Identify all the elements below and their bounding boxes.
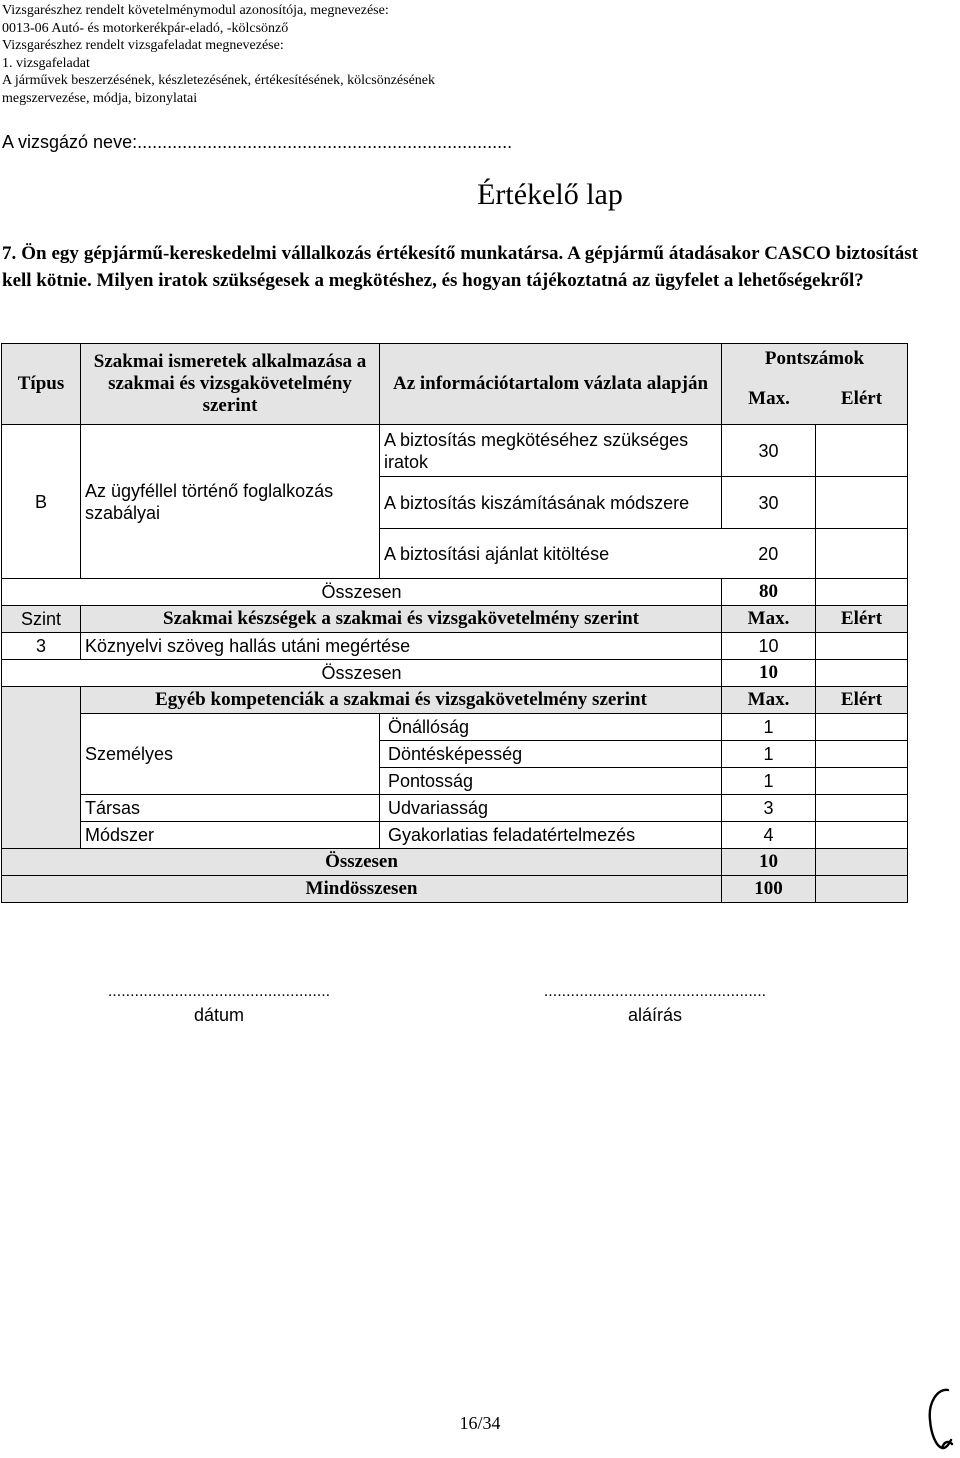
sum-elert (816, 660, 908, 687)
sum-elert (816, 849, 908, 876)
competency-max: 4 (722, 822, 816, 849)
sum-label: Összesen (2, 849, 722, 876)
total-elert (816, 876, 908, 903)
header-line: 0013-06 Autó- és motorkerékpár-eladó, -kölcsönző (2, 20, 289, 36)
header-szakmai-ismeretek: Szakmai ismeretek alkalmazása a szakmai és vizsgakövetelmény szerint (81, 344, 380, 425)
header-line: Vizsgarészhez rendelt vizsgafeladat megnevezése: (2, 38, 284, 53)
header-line: Vizsgarészhez rendelt követelménymodul azonosítója, megnevezése: (2, 3, 389, 18)
total-label: Mindösszesen (2, 876, 722, 903)
competency-elert (816, 714, 908, 741)
header-elert: Elért (816, 606, 908, 633)
header-line: megszervezése, módja, bizonylatai (2, 90, 198, 106)
signature-label: aláírás (627, 1005, 683, 1025)
competency-max: 1 (722, 714, 816, 741)
header-elert: Elért (840, 388, 883, 409)
competency-group: Személyes (81, 714, 380, 795)
item-max: 20 (722, 529, 816, 579)
item-elert (816, 477, 908, 529)
page-number: 16/34 (459, 1413, 501, 1433)
competency-item: Udvariasság (380, 795, 722, 822)
sum-value: 80 (722, 579, 816, 606)
item-elert (816, 529, 908, 579)
sum-label: Összesen (2, 579, 722, 606)
sum-elert (816, 579, 908, 606)
header-elert: Elért (816, 687, 908, 714)
header-egyeb: Egyéb kompetenciák a szakmai és vizsgakövetelmény szerint (81, 687, 722, 714)
document-header (2, 2, 435, 107)
topic-cell: Az ügyféllel történő foglalkozás szabályai (81, 425, 380, 579)
header-line: A járművek beszerzésének, készletezésének, értékesítésének, kölcsönzésének (2, 73, 436, 88)
competency-item: Pontosság (380, 768, 722, 795)
handwritten-initial-mark (924, 1384, 954, 1454)
competency-elert (816, 768, 908, 795)
competency-item: Önállóság (380, 714, 722, 741)
competency-spacer (2, 687, 81, 849)
competency-elert (816, 795, 908, 822)
header-line: 1. vizsgafeladat (2, 55, 90, 71)
item-max: 30 (722, 477, 816, 529)
competency-elert (816, 741, 908, 768)
item-elert (816, 425, 908, 477)
competency-group: Társas (81, 795, 380, 822)
sum-value: 10 (722, 849, 816, 876)
type-cell: B (2, 425, 81, 579)
sum-value: 10 (722, 660, 816, 687)
competency-item: Gyakorlatias feladatértelmezés (380, 822, 722, 849)
signature-block (522, 983, 788, 1026)
header-keszsegek: Szakmai készségek a szakmai és vizsgakövetelmény szerint (81, 606, 722, 633)
date-dots: .................................................. (107, 983, 331, 1000)
header-max: Max. (722, 606, 816, 633)
header-pontszamok-label: Pontszámok (764, 348, 865, 369)
signature-dots: .................................................. (543, 983, 767, 1000)
item-text: A biztosítás kiszámításának módszere (380, 477, 722, 529)
header-tipus: Típus (2, 344, 81, 425)
competency-elert (816, 822, 908, 849)
total-value: 100 (722, 876, 816, 903)
competency-group: Módszer (81, 822, 380, 849)
skill-max: 10 (722, 633, 816, 660)
task-description: 7. Ön egy gépjármű-kereskedelmi vállalkozás értékesítő munkatársa. A gépjármű átadásakor CASCO biztosítást kell kötnie. Milyen iratok szükségesek a megkötéshez, és hogyan tájékoztatná az ügyfelet a lehetőségekről? (2, 243, 918, 291)
skill-text: Köznyelvi szöveg hallás utáni megértése (81, 633, 722, 660)
header-vazlat: Az információtartalom vázlata alapján (380, 344, 722, 425)
date-signature-block (84, 983, 354, 1026)
skill-elert (816, 633, 908, 660)
competency-max: 3 (722, 795, 816, 822)
header-pontszamok (722, 344, 908, 425)
skill-level: 3 (2, 633, 81, 660)
candidate-name-field: A vizsgázó neve:........................................................................... (2, 132, 513, 152)
item-max: 30 (722, 425, 816, 477)
header-szint: Szint (2, 606, 81, 633)
header-max: Max. (722, 687, 816, 714)
page-title-text: Értékelő lap (477, 178, 623, 211)
sum-label: Összesen (2, 660, 722, 687)
item-text: A biztosítási ajánlat kitöltése (380, 529, 722, 579)
competency-max: 1 (722, 768, 816, 795)
item-text: A biztosítás megkötéséhez szükséges iratok (380, 425, 722, 477)
competency-item: Döntésképesség (380, 741, 722, 768)
header-max: Max. (748, 388, 790, 409)
evaluation-table (1, 343, 908, 903)
page-title (0, 178, 960, 212)
competency-max: 1 (722, 741, 816, 768)
date-label: dátum (193, 1005, 245, 1025)
